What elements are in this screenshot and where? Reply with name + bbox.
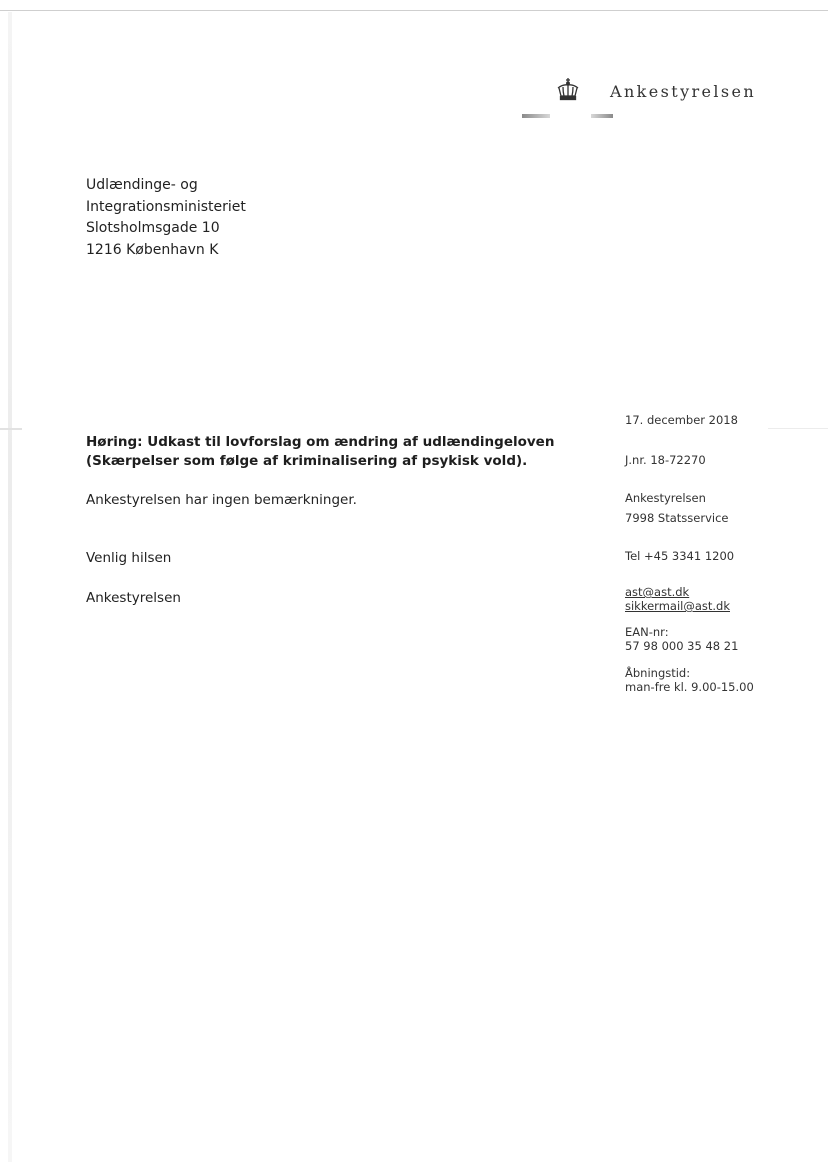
fold-mark-right bbox=[768, 428, 828, 429]
address-line: 1216 København K bbox=[86, 241, 219, 258]
scan-edge-left bbox=[8, 12, 12, 1162]
sender-name: Ankestyrelsen bbox=[625, 491, 706, 505]
address-line: Integrationsministeriet bbox=[86, 198, 246, 215]
brand-wordmark: Ankestyrelsen bbox=[610, 82, 757, 101]
sender-block bbox=[625, 491, 728, 525]
recipient-address bbox=[86, 175, 246, 261]
email-block bbox=[625, 585, 730, 613]
journal-number: J.nr. 18-72270 bbox=[625, 453, 706, 467]
phone-number: Tel +45 3341 1200 bbox=[625, 549, 735, 563]
letter-closing: Venlig hilsen bbox=[86, 550, 172, 566]
letter-statement: Ankestyrelsen har ingen bemærkninger. bbox=[86, 492, 357, 508]
opening-hours-label: Åbningstid: bbox=[625, 666, 691, 680]
letter-signature: Ankestyrelsen bbox=[86, 590, 181, 606]
subject-line-1: Høring: Udkast til lovforslag om ændring af udlændingeloven bbox=[86, 434, 555, 450]
subject-line-2: (Skærpelser som følge af kriminalisering af psykisk vold). bbox=[86, 453, 528, 469]
ean-value: 57 98 000 35 48 21 bbox=[625, 639, 739, 653]
address-line: Slotsholmsgade 10 bbox=[86, 220, 220, 236]
crown-icon bbox=[555, 77, 581, 103]
fold-mark-left bbox=[0, 428, 22, 430]
ean-block bbox=[625, 625, 738, 653]
secure-email-link[interactable]: sikkermail@ast.dk bbox=[625, 599, 730, 613]
letterhead-bar-right bbox=[591, 114, 613, 118]
address-line: Udlændinge- og bbox=[86, 177, 198, 193]
letterhead-bar-left bbox=[522, 114, 550, 118]
email-link[interactable]: ast@ast.dk bbox=[625, 585, 690, 599]
opening-hours-block bbox=[625, 666, 754, 694]
opening-hours-value: man-fre kl. 9.00-15.00 bbox=[625, 680, 754, 694]
letter-date: 17. december 2018 bbox=[625, 413, 738, 427]
ean-label: EAN-nr: bbox=[625, 625, 669, 639]
scan-edge-top bbox=[0, 10, 828, 11]
letter-subject bbox=[86, 433, 554, 471]
sender-address: 7998 Statsservice bbox=[625, 511, 729, 525]
